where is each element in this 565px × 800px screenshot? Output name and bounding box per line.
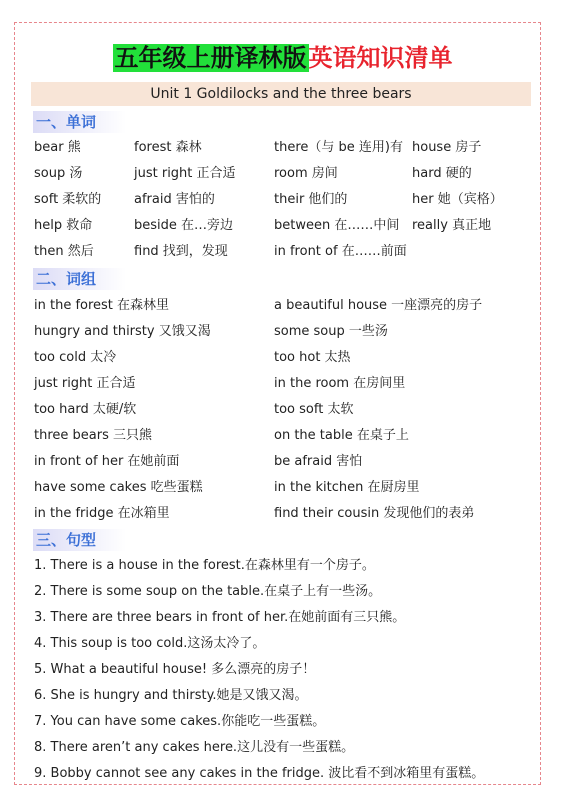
phrase-entry: be afraid 害怕 xyxy=(274,454,363,469)
word-entry: then 然后 xyxy=(34,244,94,259)
phrase-row xyxy=(34,450,534,474)
phrase-entry: in front of her 在她前面 xyxy=(34,454,180,469)
sentence-item: 6. She is hungry and thirsty.她是又饿又渴。 xyxy=(34,688,308,703)
phrase-entry: in the fridge 在冰箱里 xyxy=(34,506,170,521)
title-red-part: 英语知识清单 xyxy=(308,44,453,72)
word-row xyxy=(34,240,534,264)
word-row xyxy=(34,214,534,238)
section-heading-words: 一、单词 xyxy=(33,111,126,132)
phrase-entry: too soft 太软 xyxy=(274,402,354,417)
word-entry: soup 汤 xyxy=(34,166,83,181)
phrase-row xyxy=(34,346,534,370)
phrase-row xyxy=(34,502,534,526)
word-entry: just right 正合适 xyxy=(134,166,236,181)
phrase-entry: in the kitchen 在厨房里 xyxy=(274,480,420,495)
phrase-row xyxy=(34,320,534,344)
word-entry: house 房子 xyxy=(412,140,482,155)
phrase-row xyxy=(34,294,534,318)
phrase-entry: find their cousin 发现他们的表弟 xyxy=(274,506,475,521)
title-green-part: 五年级上册译林版 xyxy=(114,44,307,72)
sentence-item: 7. You can have some cakes.你能吃一些蛋糕。 xyxy=(34,714,326,729)
unit-title: Unit 1 Goldilocks and the three bears xyxy=(31,82,531,106)
word-entry: room 房间 xyxy=(274,166,338,181)
phrase-entry: too cold 太冷 xyxy=(34,350,117,365)
word-entry: their 他们的 xyxy=(274,192,348,207)
sentence-item: 9. Bobby cannot see any cakes in the fridge. 波比看不到冰箱里有蛋糕。 xyxy=(34,766,485,781)
word-row xyxy=(34,136,534,160)
word-entry: soft 柔软的 xyxy=(34,192,102,207)
word-entry: between 在……中间 xyxy=(274,218,400,233)
phrase-entry: hungry and thirsty 又饿又渴 xyxy=(34,324,211,339)
word-row xyxy=(34,162,534,186)
sentence-item: 4. This soup is too cold.这汤太冷了。 xyxy=(34,636,266,651)
phrase-row xyxy=(34,372,534,396)
phrase-entry: have some cakes 吃些蛋糕 xyxy=(34,480,203,495)
page-title xyxy=(0,38,565,78)
word-entry: in front of 在……前面 xyxy=(274,244,407,259)
word-entry: hard 硬的 xyxy=(412,166,472,181)
word-entry: afraid 害怕的 xyxy=(134,192,215,207)
phrase-entry: just right 正合适 xyxy=(34,376,136,391)
sentence-item: 3. There are three bears in front of her.在她前面有三只熊。 xyxy=(34,610,406,625)
phrase-row xyxy=(34,476,534,500)
phrase-row xyxy=(34,398,534,422)
word-row xyxy=(34,188,534,212)
sentence-item: 8. There aren’t any cakes here.这儿没有一些蛋糕。 xyxy=(34,740,355,755)
phrase-entry: some soup 一些汤 xyxy=(274,324,388,339)
word-entry: her 她（宾格） xyxy=(412,192,503,207)
word-entry: find 找到，发现 xyxy=(134,244,228,259)
word-entry: there（与 be 连用)有 xyxy=(274,140,403,155)
sentence-item: 5. What a beautiful house! 多么漂亮的房子！ xyxy=(34,662,316,677)
section-heading-phrases: 二、词组 xyxy=(33,268,126,289)
word-entry: really 真正地 xyxy=(412,218,492,233)
word-entry: beside 在…旁边 xyxy=(134,218,234,233)
section-heading-sentences: 三、句型 xyxy=(33,529,126,550)
phrase-entry: too hot 太热 xyxy=(274,350,351,365)
word-entry: bear 熊 xyxy=(34,140,81,155)
phrase-entry: too hard 太硬/软 xyxy=(34,402,137,417)
phrase-entry: on the table 在桌子上 xyxy=(274,428,409,443)
sentence-item: 2. There is some soup on the table.在桌子上有一些汤。 xyxy=(34,584,382,599)
phrase-entry: in the room 在房间里 xyxy=(274,376,406,391)
phrase-entry: a beautiful house 一座漂亮的房子 xyxy=(274,298,483,313)
sentence-item: 1. There is a house in the forest.在森林里有一个房子。 xyxy=(34,558,375,573)
word-entry: forest 森林 xyxy=(134,140,202,155)
phrase-entry: three bears 三只熊 xyxy=(34,428,152,443)
phrase-entry: in the forest 在森林里 xyxy=(34,298,170,313)
word-entry: help 救命 xyxy=(34,218,93,233)
phrase-row xyxy=(34,424,534,448)
